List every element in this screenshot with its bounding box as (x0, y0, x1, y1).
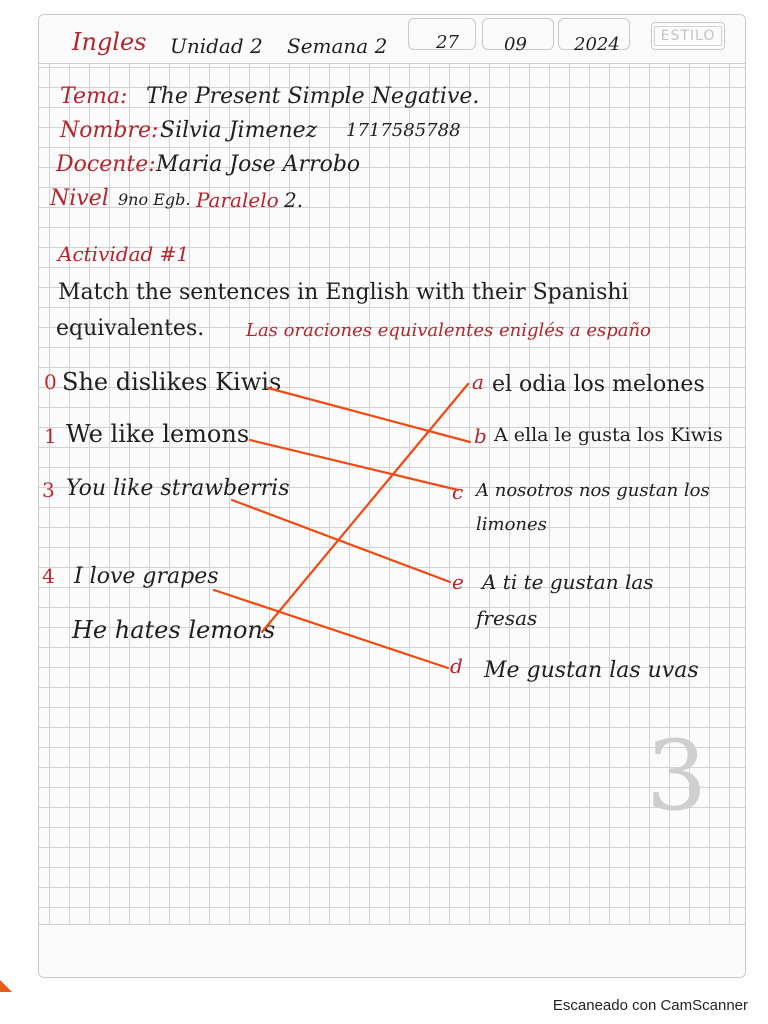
left-item-number: 4 (42, 564, 55, 588)
left-item-number: 0 (44, 370, 57, 394)
left-item: You like strawberris (66, 476, 290, 501)
left-item: I love grapes (74, 564, 219, 589)
paralelo-value: 2. (284, 188, 304, 212)
date-day: 27 (436, 32, 459, 53)
date-year: 2024 (574, 34, 620, 55)
right-item: A ti te gustan las (482, 570, 654, 594)
instruction-line-1: Match the sentences in English with their Spanishi (58, 280, 629, 305)
nombre-value: Silvia Jimenez (160, 118, 318, 143)
activity-title: Actividad #1 (58, 242, 190, 266)
left-item: He hates lemons (72, 616, 276, 644)
id-number: 1717585788 (346, 120, 461, 141)
unit-label: Unidad 2 (170, 34, 263, 58)
docente-label: Docente: (56, 152, 156, 177)
left-item: We like lemons (66, 420, 250, 448)
week-label: Semana 2 (287, 34, 388, 58)
left-item-number: 1 (44, 424, 57, 448)
right-item-cont: fresas (476, 606, 538, 630)
left-item: She dislikes Kiwis (62, 368, 282, 396)
date-month: 09 (504, 34, 527, 55)
right-item: Me gustan las uvas (484, 658, 699, 683)
scanner-watermark: Escaneado con CamScanner (552, 997, 748, 1014)
nivel-value: 9no Egb. (118, 190, 191, 209)
scanner-corner-mark (0, 980, 12, 992)
right-item-letter: b (474, 424, 487, 448)
right-item-letter: c (452, 480, 464, 504)
right-item: A nosotros nos gustan los (476, 480, 710, 501)
footer-band (39, 924, 745, 977)
page-number: 3 (646, 720, 708, 832)
instruction-red: Las oraciones equivalentes eniglés a españo (246, 320, 651, 341)
nivel-label: Nivel (50, 186, 109, 211)
brand-logo: ESTILO (651, 22, 725, 50)
right-item: A ella le gusta los Kiwis (494, 424, 723, 446)
docente-value: Maria Jose Arrobo (156, 152, 361, 177)
right-item-cont: limones (476, 514, 547, 535)
tema-value: The Present Simple Negative. (146, 84, 480, 109)
right-item: el odia los melones (492, 372, 705, 397)
right-item-letter: d (450, 654, 463, 678)
left-item-number: 3 (42, 478, 55, 502)
instruction-line-2: equivalentes. (56, 316, 205, 341)
right-item-letter: e (452, 570, 464, 594)
nombre-label: Nombre: (60, 118, 159, 143)
paralelo-label: Paralelo (196, 188, 279, 212)
tema-label: Tema: (60, 84, 128, 109)
right-item-letter: a (472, 370, 484, 394)
subject-title: Ingles (72, 28, 147, 56)
